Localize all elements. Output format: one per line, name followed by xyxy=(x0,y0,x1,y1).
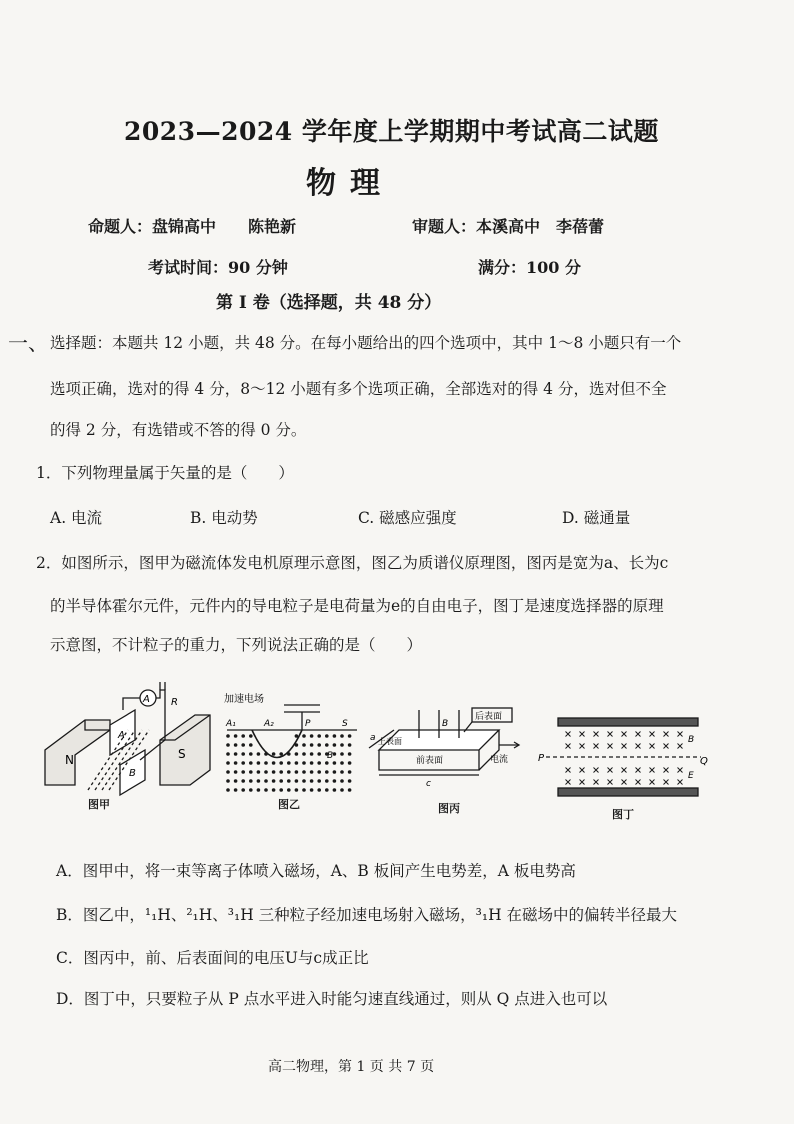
field-cross xyxy=(594,780,599,785)
field-dot xyxy=(287,752,291,756)
field-dot xyxy=(302,743,306,747)
figure-ding-caption: 图丁 xyxy=(612,808,634,821)
setter-info: 命题人：盘锦高中 陈艳新 xyxy=(88,217,297,236)
field-dot xyxy=(287,788,291,792)
figure-jia xyxy=(40,680,220,810)
s-pole-label: S xyxy=(178,747,186,761)
figure-ding xyxy=(536,712,706,802)
accelerating-field-label: 加速电场 xyxy=(224,694,264,705)
field-dot xyxy=(310,779,314,783)
field-dot xyxy=(295,761,299,765)
field-dot xyxy=(249,779,253,783)
field-dot xyxy=(310,752,314,756)
q2-option-a: A．图甲中，将一束等离子体喷入磁场，A、B 板间产生电势差，A 板电势高 xyxy=(56,862,576,880)
field-dot xyxy=(226,770,230,774)
field-cross xyxy=(636,732,641,737)
plate-b-label: B xyxy=(129,768,136,779)
field-dot xyxy=(272,779,276,783)
field-cross xyxy=(678,768,683,773)
field-dot xyxy=(302,779,306,783)
field-dot xyxy=(249,743,253,747)
field-dot xyxy=(279,752,283,756)
field-cross xyxy=(566,768,571,773)
field-cross xyxy=(608,744,613,749)
field-dot xyxy=(279,770,283,774)
exam-title: 2023—2024 学年度上学期期中考试高二试题 xyxy=(124,117,659,146)
field-cross xyxy=(622,744,627,749)
q1-option-b: B. 电动势 xyxy=(190,509,258,527)
field-dot xyxy=(234,770,238,774)
field-dot xyxy=(302,761,306,765)
field-dot xyxy=(317,779,321,783)
q2-option-d: D．图丁中，只要粒子从 P 点水平进入时能匀速直线通过，则从 Q 点进入也可以 xyxy=(56,990,608,1008)
field-cross xyxy=(650,744,655,749)
field-cross xyxy=(594,768,599,773)
field-cross xyxy=(650,768,655,773)
field-dot xyxy=(340,743,344,747)
magnetic-field-dots xyxy=(226,734,351,792)
reviewer-info: 审题人：本溪高中 李蓓蕾 xyxy=(412,217,605,236)
field-dot xyxy=(295,734,299,738)
question-2-stem-3: 示意图，不计粒子的重力，下列说法正确的是（ ） xyxy=(50,636,423,654)
length-c-label: c xyxy=(426,779,431,789)
field-dot xyxy=(241,743,245,747)
field-dot xyxy=(272,770,276,774)
field-dot xyxy=(310,788,314,792)
q1-option-c: C. 磁感应强度 xyxy=(358,509,457,527)
b-label: B xyxy=(442,719,449,729)
field-dot xyxy=(226,752,230,756)
field-dot xyxy=(234,734,238,738)
field-dot xyxy=(317,788,321,792)
field-cross xyxy=(580,780,585,785)
field-cross xyxy=(664,732,669,737)
section-marker: 一、 xyxy=(8,331,48,355)
field-dot xyxy=(257,752,261,756)
field-cross xyxy=(678,780,683,785)
field-dot xyxy=(249,752,253,756)
figure-yi xyxy=(222,690,362,802)
a2-label: A₂ xyxy=(264,719,274,729)
field-dot xyxy=(325,788,329,792)
field-dot xyxy=(226,779,230,783)
field-cross xyxy=(566,732,571,737)
field-cross xyxy=(608,768,613,773)
question-2-stem-2: 的半导体霍尔元件，元件内的导电粒子是电荷量为e的自由电子，图丁是速度选择器的原理 xyxy=(50,597,664,615)
question-1-stem: 1．下列物理量属于矢量的是（ ） xyxy=(36,464,294,482)
instruction-line-3: 的得 2 分，有选错或不答的得 0 分。 xyxy=(50,421,307,439)
field-dot xyxy=(295,743,299,747)
field-dot xyxy=(234,761,238,765)
field-dot xyxy=(340,779,344,783)
field-dot xyxy=(302,770,306,774)
field-cross xyxy=(650,732,655,737)
field-dot xyxy=(226,761,230,765)
field-dot xyxy=(257,788,261,792)
field-cross xyxy=(622,768,627,773)
field-dot xyxy=(333,788,337,792)
field-cross xyxy=(608,780,613,785)
question-2-stem-1: 2．如图所示，图甲为磁流体发电机原理示意图，图乙为质谱仪原理图，图丙是宽为a、长为c xyxy=(36,554,669,572)
field-dot xyxy=(302,734,306,738)
field-dot xyxy=(272,761,276,765)
width-a-label: a xyxy=(370,733,376,743)
e-field-label: E xyxy=(688,771,694,781)
field-dot xyxy=(340,788,344,792)
n-pole-label: N xyxy=(65,753,74,767)
field-dot xyxy=(234,743,238,747)
field-dot xyxy=(272,752,276,756)
field-dot xyxy=(317,761,321,765)
field-dot xyxy=(279,779,283,783)
resistor-label: R xyxy=(171,697,178,708)
q1-option-a: A. 电流 xyxy=(50,509,103,527)
field-dot xyxy=(348,788,352,792)
field-cross xyxy=(622,780,627,785)
magnetic-field-crosses xyxy=(566,732,683,785)
field-dot xyxy=(241,788,245,792)
field-dot xyxy=(333,734,337,738)
field-dot xyxy=(302,788,306,792)
field-cross xyxy=(594,744,599,749)
field-dot xyxy=(264,752,268,756)
field-dot xyxy=(241,770,245,774)
field-cross xyxy=(594,732,599,737)
field-dot xyxy=(241,779,245,783)
field-dot xyxy=(257,761,261,765)
field-dot xyxy=(264,779,268,783)
q-point-label: Q xyxy=(700,756,708,767)
field-dot xyxy=(287,779,291,783)
field-dot xyxy=(264,761,268,765)
field-cross xyxy=(580,768,585,773)
field-dot xyxy=(325,734,329,738)
p-point-label: P xyxy=(538,753,545,764)
field-dot xyxy=(302,752,306,756)
field-dot xyxy=(295,788,299,792)
section-title: 第 I 卷（选择题，共 48 分） xyxy=(216,293,442,313)
exam-time: 考试时间：90 分钟 xyxy=(148,258,288,277)
field-dot xyxy=(333,761,337,765)
field-dot xyxy=(279,761,283,765)
instruction-line-1: 选择题：本题共 12 小题，共 48 分。在每小题给出的四个选项中，其中 1～8 小题只有一个 xyxy=(50,334,682,352)
subject-title: 物理 xyxy=(306,166,394,201)
field-dot xyxy=(249,734,253,738)
instruction-line-2: 选项正确，选对的得 4 分，8～12 小题有多个选项正确，全部选对的得 4 分，选对但不全 xyxy=(50,380,667,398)
field-dot xyxy=(241,734,245,738)
field-dot xyxy=(226,743,230,747)
field-dot xyxy=(249,761,253,765)
field-dot xyxy=(295,779,299,783)
field-dot xyxy=(333,770,337,774)
field-dot xyxy=(295,770,299,774)
field-cross xyxy=(566,744,571,749)
field-dot xyxy=(257,779,261,783)
ammeter-label: A xyxy=(143,694,150,705)
plate-a-label: A xyxy=(118,730,125,741)
figure-yi-caption: 图乙 xyxy=(278,798,300,811)
field-dot xyxy=(257,770,261,774)
front-surface-label: 前表面 xyxy=(416,756,444,766)
field-dot xyxy=(234,779,238,783)
q1-option-d: D. 磁通量 xyxy=(562,509,631,527)
field-dot xyxy=(241,752,245,756)
field-dot xyxy=(333,779,337,783)
field-dot xyxy=(325,743,329,747)
field-dot xyxy=(310,770,314,774)
q2-option-c: C．图丙中，前、后表面间的电压U与c成正比 xyxy=(56,949,369,967)
field-dot xyxy=(287,761,291,765)
field-dot xyxy=(226,788,230,792)
field-dot xyxy=(249,770,253,774)
field-cross xyxy=(678,744,683,749)
field-cross xyxy=(580,744,585,749)
field-cross xyxy=(608,732,613,737)
field-cross xyxy=(678,732,683,737)
figure-bing xyxy=(364,700,534,800)
figure-bing-caption: 图丙 xyxy=(438,802,460,815)
field-dot xyxy=(348,734,352,738)
field-dot xyxy=(310,761,314,765)
field-cross xyxy=(566,780,571,785)
field-dot xyxy=(348,761,352,765)
field-cross xyxy=(650,780,655,785)
field-dot xyxy=(340,770,344,774)
field-dot xyxy=(310,743,314,747)
s-label: S xyxy=(342,719,348,729)
field-cross xyxy=(636,768,641,773)
field-dot xyxy=(241,761,245,765)
field-dot xyxy=(264,788,268,792)
field-dot xyxy=(325,761,329,765)
field-dot xyxy=(340,761,344,765)
field-cross xyxy=(580,732,585,737)
field-dot xyxy=(333,743,337,747)
field-dot xyxy=(317,734,321,738)
field-dot xyxy=(340,752,344,756)
q2-option-b: B．图乙中，¹₁H、²₁H、³₁H 三种粒子经加速电场射入磁场，³₁H 在磁场中的偏转半径最大 xyxy=(56,906,678,924)
page-footer: 高二物理，第 1 页 共 7 页 xyxy=(268,1059,435,1075)
b-field-label: B xyxy=(327,751,334,761)
top-surface-label: 上表面 xyxy=(378,737,402,746)
field-dot xyxy=(340,734,344,738)
back-surface-label: 后表面 xyxy=(475,712,503,722)
current-label: 电流 xyxy=(490,755,509,765)
field-dot xyxy=(287,770,291,774)
field-dot xyxy=(234,788,238,792)
field-dot xyxy=(317,743,321,747)
field-dot xyxy=(249,788,253,792)
b-field-label: B xyxy=(688,735,695,745)
field-dot xyxy=(272,788,276,792)
field-cross xyxy=(664,768,669,773)
field-cross xyxy=(622,732,627,737)
field-dot xyxy=(348,743,352,747)
field-dot xyxy=(279,788,283,792)
field-dot xyxy=(317,770,321,774)
full-score: 满分：100 分 xyxy=(478,258,581,277)
field-dot xyxy=(317,752,321,756)
p-label: P xyxy=(305,719,311,729)
field-dot xyxy=(325,770,329,774)
figure-jia-caption: 图甲 xyxy=(88,798,110,811)
field-cross xyxy=(664,780,669,785)
field-cross xyxy=(636,744,641,749)
field-dot xyxy=(325,779,329,783)
field-cross xyxy=(664,744,669,749)
field-dot xyxy=(295,752,299,756)
field-dot xyxy=(234,752,238,756)
field-dot xyxy=(348,752,352,756)
field-dot xyxy=(348,779,352,783)
a1-label: A₁ xyxy=(226,719,236,729)
field-dot xyxy=(348,770,352,774)
field-cross xyxy=(636,780,641,785)
field-dot xyxy=(264,770,268,774)
field-dot xyxy=(226,734,230,738)
field-dot xyxy=(310,734,314,738)
